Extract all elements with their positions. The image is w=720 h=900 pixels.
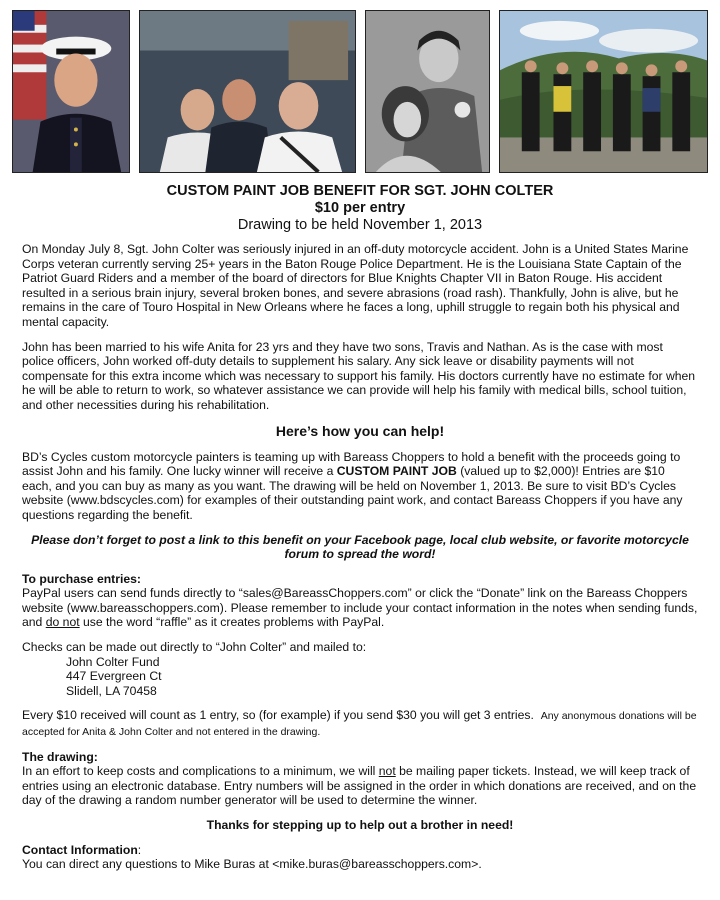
drawing-heading: The drawing:	[22, 749, 98, 764]
address-line-3: Slidell, LA 70458	[66, 683, 157, 698]
help-paragraph	[22, 450, 698, 523]
drawing-text-underline: not	[378, 764, 396, 779]
drawing-text-a: In an effort to keep costs and complications to a minimum, we will	[22, 764, 379, 779]
address-line-2: 447 Evergreen Ct	[66, 669, 162, 684]
checks-text: Checks can be made out directly to “John Colter” and mailed to:	[22, 640, 367, 655]
share-reminder: Please don’t forget to post a link to this benefit on your Facebook page, local club website, or favorite motorcycle forum to spread the word!	[31, 532, 689, 562]
help-text-b: (valued up to $2,000)! Entries are $10 each, and you can buy as many as you want. The drawing will be held on November 1, 2013. Be sure to visit BD’s Cycles website (www.bdscycles.com) for examples of their outstanding paint work, and contact Bareass Choppers if you have any questions regarding the benefit.	[22, 464, 683, 522]
purchase-text-underline: do not	[45, 615, 80, 630]
flyer-title: CUSTOM PAINT JOB BENEFIT FOR SGT. JOHN COLTER	[166, 183, 554, 199]
anonymous-note: Any anonymous donations will be accepted for Anita & John Colter and not entered in the drawing.	[22, 710, 697, 739]
entry-note-text: Every $10 received will count as 1 entry, so (for example) if you send $30 you will get 3 entries.	[22, 708, 534, 723]
purchase-text-b: use the word “raffle” as it creates problems with PayPal.	[79, 615, 385, 630]
photo-three-men	[139, 10, 356, 173]
contact-text: You can direct any questions to Mike Buras at <mike.buras@bareasschoppers.com>.	[22, 857, 482, 872]
flyer-body	[22, 183, 698, 882]
contact-colon: :	[137, 842, 142, 857]
contact-heading: Contact Information	[22, 842, 138, 857]
intro-paragraph-1: On Monday July 8, Sgt. John Colter was seriously injured in an off-duty motorcycle accident. John is a United States Marine Corps veteran currently serving 25+ years in the Baton Rouge Police Department. He is the Louisiana State Captain of the Patriot Guard Riders and a member of the board of directors for Blue Knights Chapter VII in Baton Rouge. His accident resulted in a serious brain injury, several broken bones, and severe abrasions (road rash). Thankfully, John is alive, but he remains in the care of Touro Hospital in New Orleans where he faces a long, uphill struggle to regain both his physical and mental capacity.	[22, 242, 689, 329]
address-line-1: John Colter Fund	[66, 654, 160, 669]
thanks-line: Thanks for stepping up to help out a brother in need!	[206, 818, 514, 832]
entry-price: $10 per entry	[314, 200, 406, 216]
drawing-date: Drawing to be held November 1, 2013	[237, 217, 483, 233]
help-text-a: BD’s Cycles custom motorcycle painters is teaming up with Bareass Choppers to hold a benefit with the proceeds going to assist John and his family. One lucky winner will receive a	[22, 449, 681, 479]
photo-strip	[12, 10, 708, 173]
drawing-text-b: be mailing paper tickets. Instead, we will keep track of entries using an electronic database. Entry numbers will be assigned in the order in which donations are received, and on the day of the drawing a random number generator will be used to determine the winner.	[22, 764, 697, 808]
mailing-address	[66, 655, 698, 699]
intro-paragraph-2: John has been married to his wife Anita for 23 yrs and they have two sons, Travis and Nathan. As is the case with most police officers, John worked off-duty details to supplement his salary. Any sick leave or disability payments will not compensate for this extra income which was necessary to support his family. His doctors currently have no estimate for when he will be able to return to work, so whatever assistance we can provide will help his family with medical bills, school tuition, and other necessities during his rehabilitation.	[22, 339, 696, 412]
entry-note	[22, 708, 698, 739]
photo-riders-overlook	[499, 10, 708, 173]
contact-section	[22, 843, 698, 872]
photo-couple	[365, 10, 490, 173]
purchase-text-a: PayPal users can send funds directly to “sales@BareassChoppers.com” or click the “Donate” link on the Bareass Choppers website (www.bareasschoppers.com). Please remember to include your contact information in the notes when sending funds, and	[22, 586, 698, 630]
photo-marine-portrait	[12, 10, 130, 173]
drawing-section	[22, 750, 698, 808]
purchase-section	[22, 572, 698, 630]
help-heading: Here’s how you can help!	[275, 422, 445, 439]
help-prize: CUSTOM PAINT JOB	[336, 464, 457, 479]
purchase-heading: To purchase entries:	[22, 571, 141, 586]
